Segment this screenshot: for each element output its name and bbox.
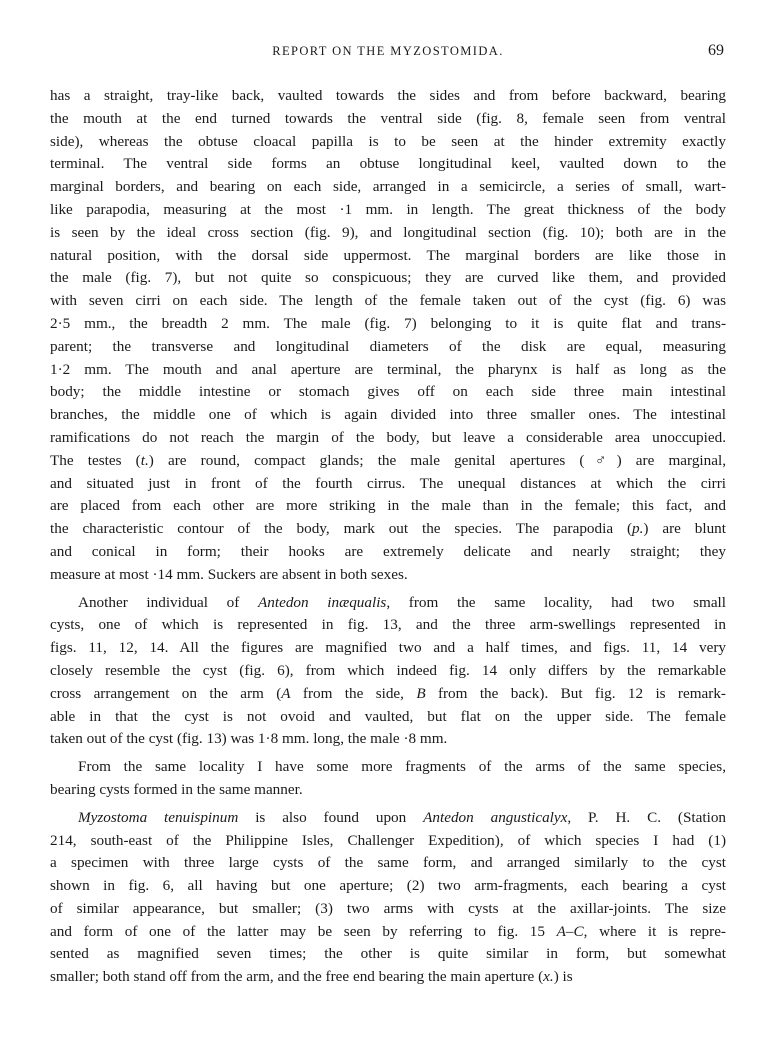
- text-line: branches, the middle one of which is again divided into three smaller ones. The intestinal: [50, 406, 726, 424]
- body-text: [50, 85, 726, 989]
- text-line: able in that the cyst is not ovoid and vaulted, but flat on the upper side. The female: [50, 707, 726, 725]
- text-line: and form of one of the latter may be seen by referring to fig. 15 A–C, where it is repre-: [50, 922, 726, 940]
- running-head: REPORT ON THE MYZOSTOMIDA.: [272, 44, 504, 58]
- text-line: measure at most ·14 mm. Suckers are absent in both sexes.: [50, 565, 408, 583]
- text-line: 1·2 mm. The mouth and anal aperture are terminal, the pharynx is half as long as the: [50, 360, 726, 378]
- page-header: [50, 44, 726, 66]
- text-line: like parapodia, measuring at the most ·1 mm. in length. The great thickness of the body: [50, 200, 726, 218]
- text-line: smaller; both stand off from the arm, and the free end bearing the main aperture (x.) is: [50, 968, 573, 986]
- text-line: the mouth at the end turned towards the ventral side (fig. 8, female seen from ventral: [50, 109, 726, 127]
- paragraph: [50, 85, 726, 587]
- text-line: terminal. The ventral side forms an obtuse longitudinal keel, vaulted down to the: [50, 155, 726, 173]
- page-number: 69: [708, 42, 724, 59]
- text-line: parent; the transverse and longitudinal diameters of the disk are equal, measuring: [50, 337, 726, 355]
- text-line: cross arrangement on the arm (A from the side, B from the back). But fig. 12 is remark-: [50, 684, 726, 702]
- text-line: cysts, one of which is represented in fig. 13, and the three arm-swellings represented in: [50, 616, 726, 634]
- text-line: ramifications do not reach the margin of the body, but leave a considerable area unoccupied.: [50, 428, 726, 446]
- text-line: side), whereas the obtuse cloacal papilla is to be seen at the hinder extremity exactly: [50, 132, 726, 150]
- text-line: figs. 11, 12, 14. All the figures are magnified two and a half times, and figs. 11, 14 very: [50, 639, 726, 657]
- text-line: 2·5 mm., the breadth 2 mm. The male (fig. 7) belonging to it is quite flat and trans-: [50, 314, 726, 332]
- paragraph: [50, 756, 726, 802]
- text-line: 214, south-east of the Philippine Isles, Challenger Expedition), of which species I had (1): [50, 831, 726, 849]
- text-line: The testes (t.) are round, compact glands; the male genital apertures (♂) are marginal,: [50, 451, 726, 469]
- text-line: Another individual of Antedon inæqualis, from the same locality, had two small: [78, 593, 726, 611]
- text-line: body; the middle intestine or stomach gives off on each side three main intestinal: [50, 383, 726, 401]
- text-line: the characteristic contour of the body, mark out the species. The parapodia (p.) are blunt: [50, 520, 726, 538]
- text-line: sented as magnified seven times; the other is quite similar in form, but somewhat: [50, 945, 726, 963]
- text-line: bearing cysts formed in the same manner.: [50, 780, 303, 798]
- text-line: of similar appearance, but smaller; (3) two arms with cysts at the axillar-joints. The size: [50, 899, 726, 917]
- text-line: shown in fig. 6, all having but one aperture; (2) two arm-fragments, each bearing a cyst: [50, 877, 726, 895]
- text-line: From the same locality I have some more fragments of the arms of the same species,: [78, 758, 726, 776]
- text-line: with seven cirri on each side. The length of the female taken out of the cyst (fig. 6) was: [50, 292, 726, 310]
- text-line: closely resemble the cyst (fig. 6), from which indeed fig. 14 only differs by the remarkable: [50, 661, 726, 679]
- document-page: [50, 44, 726, 994]
- text-line: a specimen with three large cysts of the same form, and arranged similarly to the cyst: [50, 854, 726, 872]
- text-line: has a straight, tray-like back, vaulted towards the sides and from before backward, bearing: [50, 87, 726, 104]
- text-line: is seen by the ideal cross section (fig. 9), and longitudinal section (fig. 10); both are in the: [50, 223, 726, 241]
- paragraph: [50, 807, 726, 989]
- text-line: and conical in form; their hooks are extremely delicate and nearly straight; they: [50, 542, 726, 560]
- text-line: the male (fig. 7), but not quite so conspicuous; they are curved like them, and provided: [50, 269, 726, 287]
- paragraph: [50, 592, 726, 752]
- text-line: natural position, with the dorsal side uppermost. The marginal borders are like those in: [50, 246, 726, 264]
- text-line: Myzostoma tenuispinum is also found upon Antedon angusticalyx, P. H. C. (Station: [78, 808, 727, 826]
- text-line: are placed from each other are more striking in the male than in the female; this fact, and: [50, 497, 726, 515]
- text-line: marginal borders, and bearing on each side, arranged in a semicircle, a series of small, wart-: [50, 178, 726, 196]
- text-line: taken out of the cyst (fig. 13) was 1·8 mm. long, the male ·8 mm.: [50, 730, 448, 748]
- text-line: and situated just in front of the fourth cirrus. The unequal distances at which the cirri: [50, 474, 726, 492]
